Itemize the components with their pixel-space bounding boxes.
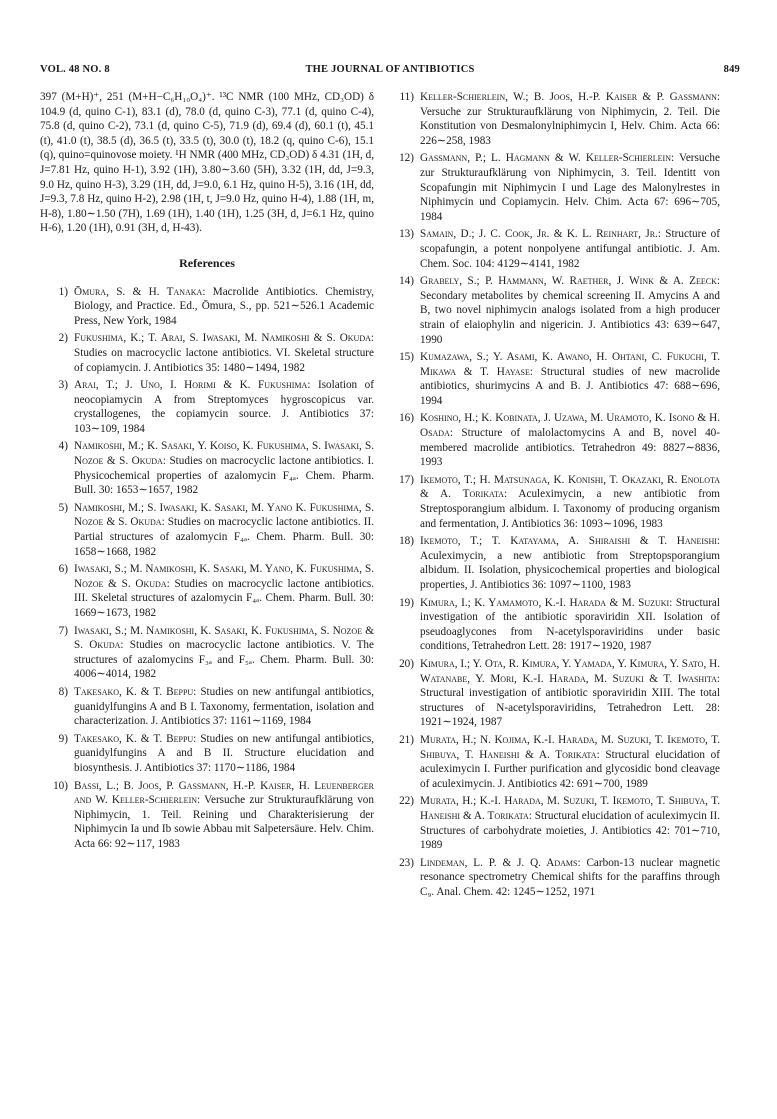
reference-authors: Grabely, S.; P. Hammann, W. Raether, J. Wink & A. Zeeck: <box>420 275 720 288</box>
reference-authors: Ikemoto, T.; H. Matsunaga, K. Konishi, T. Okazaki, R. Enolota & A. Torikata: <box>420 473 720 501</box>
reference-text: Versuche zur Strukturaufklärung von Niphimycin, 1. Teil. Reining und Charakterisierung der Niphimycin Ia und Ib sowie Abbau mit Salpetersäure. Helv. Chim. Acta 66: 92∼117, 1983 <box>74 794 374 850</box>
reference-text: Structural elucidation of aculeximycin I. Further purification and glycosidic bond cleavage of aculeximycin. J. Antibiotics 42: 691∼700, 1989 <box>420 748 720 790</box>
reference-item <box>40 378 374 436</box>
reference-text: Versuche zur Strukturaufklärung von Niphimycin, 2. Teil. Die Konstitution von Desmalonylniphimycin I, Helv. Chim. Acta 66: 226∼258, 1983 <box>420 105 720 147</box>
reference-authors: Bassi, L.; B. Joos, P. Gassmann, H.-P. Kaiser, H. Leuenberger and W. Keller-Schierlein: <box>74 779 374 807</box>
reference-item <box>40 501 374 559</box>
reference-number: 12) <box>399 152 414 165</box>
reference-text: Carbon-13 nuclear magnetic resonance spectrometry Chemical shifts for the paraffins through C₉. Anal. Chem. 42: 1245∼1252, 1971 <box>420 856 720 898</box>
left-column <box>40 90 374 855</box>
reference-number: 10) <box>53 779 68 792</box>
reference-number: 13) <box>399 228 414 241</box>
reference-authors: Keller-Schierlein, W.; B. Joos, H.-P. Kaiser & P. Gassmann: <box>420 91 720 103</box>
reference-authors: Gassmann, P.; L. Hagmann & W. Keller-Schierlein: <box>420 152 675 165</box>
reference-authors: Takesako, K. & T. Beppu: <box>74 732 197 745</box>
reference-number: 22) <box>399 795 414 808</box>
reference-authors: Fukushima, K.; T. Arai, S. Iwasaki, M. Namikoshi & S. Okuda: <box>74 332 374 345</box>
reference-text: Macrolide Antibiotics. Chemistry, Biology, and Practice. Ed., Ōmura, S., pp. 521∼526.1 Academic Press, New York, 1984 <box>74 285 374 327</box>
reference-authors: Lindeman, L. P. & J. Q. Adams: <box>420 856 581 869</box>
reference-number: 15) <box>399 351 414 364</box>
reference-number: 1) <box>58 285 68 298</box>
reference-item <box>386 350 720 408</box>
reference-number: 17) <box>399 473 414 486</box>
reference-item <box>40 779 374 852</box>
reference-text: Studies on macrocyclic lactone antibiotics. VI. Skeletal structure of copiamycin. J. Antibiotics 35: 1480∼1494, 1982 <box>74 346 374 374</box>
reference-item <box>386 227 720 271</box>
reference-authors: Ikemoto, T.; T. Katayama, A. Shiraishi & T. Haneishi: <box>420 535 720 548</box>
reference-number: 19) <box>399 596 414 609</box>
reference-item <box>386 794 720 852</box>
journal-title: THE JOURNAL OF ANTIBIOTICS <box>305 64 475 75</box>
reference-authors: Kumazawa, S.; Y. Asami, K. Awano, H. Ohtani, C. Fukuchi, T. Mikawa & T. Hayase: <box>420 351 720 378</box>
reference-number: 20) <box>399 657 414 670</box>
reference-authors: Kimura, I.; K. Yamamoto, K.-I. Harada & M. Suzuki: <box>420 596 673 609</box>
reference-text: Isolation of neocopiamycin A from Streptomyces hygroscopicus var. crystallogenes, the copiamycin source. J. Antibiotics 37: 103∼109, 1984 <box>74 379 374 435</box>
reference-authors: Namikoshi, M.; K. Sasaki, Y. Koiso, K. Fukushima, S. Iwasaki, S. Nozoe & S. Okuda: <box>74 440 374 468</box>
reference-item <box>386 733 720 791</box>
right-column <box>386 90 720 902</box>
reference-number: 9) <box>58 732 68 745</box>
references-heading: References <box>179 255 235 270</box>
reference-text: Aculeximycin, a new antibiotic from Streptosporangium albidum. I. Taxonomy of producing organism and fermentation, J. Antibiotics 36: 1093∼1096, 1983 <box>420 488 720 530</box>
reference-number: 7) <box>58 624 68 637</box>
reference-text: Studies on macrocyclic lactone antibiotics. I. Physicochemical properties of azalomycin F₄ₐ. Chem. Pharm. Bull. 30: 1653∼1657, 1982 <box>74 455 374 497</box>
reference-item <box>40 285 374 329</box>
reference-item <box>386 151 720 224</box>
reference-number: 11) <box>399 91 414 103</box>
reference-item <box>40 331 374 375</box>
reference-text: Structure of malolactomycins A and B, novel 40-membered macrolide antibiotics. Tetrahedron 49: 8827∼8836, 1993 <box>420 427 720 469</box>
nmr-data-paragraph: 397 (M+H)⁺, 251 (M+H−C₆H₁₀O₄)⁺. ¹³C NMR (100 MHz, CD₃OD) δ 104.9 (d, quino C-1), 83.1 (d), 78.0 (d, quino C-3), 77.1 (d, quino C-4), 75.8 (d, quino C-2), 73.1 (d, quino C-5), 71.9 (d), 69.4 (d), 60.1 (t), 45.1 (t), 41.0 (t), 38.5 (d), 36.5 (t), 33.5 (t), 30.0 (t), 18.2 (q, quino C-6), 15.1 (q), quino=quinovose moiety. ¹H NMR (400 MHz, CD₃OD) δ 4.31 (1H, d, J=7.81 Hz, quino H-1), 3.92 (1H), 3.80∼3.60 (5H), 3.32 (1H, dd, J=9.3, 9.0 Hz, quino H-3), 3.29 (1H, dd, J=9.0, 6.1 Hz, quino H-5), 3.16 (1H, dd, J=9.3, 7.8 Hz, quino H-2), 2.98 (1H, t, J=9.0 Hz, quino H-4), 1.88 (1H, m, H-8), 1.80∼1.50 (7H), 1.69 (1H), 1.40 (1H), 1.25 (3H, d, J=6.1 Hz, quino H-6), 1.20 (1H), 0.91 (3H, d, H-43). <box>40 91 374 235</box>
reference-text: Structural investigation of antibiotic sporaviridin XIII. The total structures of N-acetylsporaviridins, Tetrahedron Lett. 28: 1921∼1924, 1987 <box>420 687 720 729</box>
reference-item <box>386 90 720 148</box>
reference-list-right <box>386 90 720 899</box>
reference-text: Structural studies of new macrolide antibiotics, shurimycins A and B. J. Antibiotics 47: 688∼696, 1994 <box>420 365 720 407</box>
reference-number: 18) <box>399 535 414 548</box>
page-number: 849 <box>723 64 740 75</box>
reference-text: Studies on macrocyclic lactone antibiotics. V. The structures of azalomycins F₃ₐ and F₅ₐ. Chem. Pharm. Bull. 30: 4006∼4014, 1982 <box>74 639 374 681</box>
reference-text: Studies on new antifungal antibiotics, guanidylfungins A and B II. Structure elucidation and biosynthesis. J. Antibiotics 37: 1170∼1186, 1984 <box>74 732 374 774</box>
reference-number: 3) <box>58 379 68 392</box>
reference-item <box>40 685 374 729</box>
reference-text: Studies on macrocyclic lactone antibiotics. III. Skeletal structures of azalomycin F₄ₐ. Chem. Pharm. Bull. 30: 1669∼1673, 1982 <box>74 577 374 619</box>
reference-authors: Kimura, I.; Y. Ota, R. Kimura, Y. Yamada, Y. Kimura, Y. Sato, H. Watanabe, Y. Mori, K.-I. Harada, M. Suzuki & T. Iwashita: <box>420 657 720 685</box>
reference-list-left <box>40 285 374 852</box>
reference-text: Structural investigation of the antibiotic sporaviridin XII. Isolation of pseudoaglycones from N-acetylsporaviridins under basic conditions, Tetrahedron Lett. 28: 1917∼1920, 1987 <box>420 596 720 653</box>
volume-issue: VOL. 48 NO. 8 <box>40 64 110 75</box>
reference-authors: Samain, D.; J. C. Cook, Jr. & K. L. Reinhart, Jr.: <box>420 228 661 241</box>
reference-item <box>40 562 374 620</box>
reference-number: 16) <box>399 412 414 425</box>
reference-authors: Ōmura, S. & H. Tanaka: <box>74 285 206 298</box>
reference-item <box>386 411 720 469</box>
reference-number: 4) <box>58 440 68 453</box>
reference-item <box>386 657 720 730</box>
reference-authors: Namikoshi, M.; S. Iwasaki, K. Sasaki, M. Yano K. Fukushima, S. Nozoe & S. Okuda: <box>74 501 374 529</box>
reference-text: Studies on new antifungal antibiotics, guanidylfungins A and B I. Taxonomy, fermentation, isolation and characterization. J. Antibiotics 37: 1161∼1169, 1984 <box>74 685 374 728</box>
reference-text: Aculeximycin, a new antibiotic from Streptopsporangium albidum. II. Isolation, physicochemical properties and biological properties, J. Antibiotics 36: 1097∼1100, 1983 <box>420 549 720 591</box>
reference-item <box>40 624 374 682</box>
reference-text: Structure of scopafungin, a potent nonpolyene antifungal antibiotic. J. Am. Chem. Soc. 104: 4129∼4141, 1982 <box>420 228 720 270</box>
reference-authors: Iwasaki, S.; M. Namikoshi, K. Sasaki, K. Fukushima, S. Nozoe & S. Okuda: <box>74 624 374 652</box>
reference-number: 21) <box>399 733 414 746</box>
reference-number: 23) <box>399 856 414 869</box>
reference-number: 6) <box>58 563 68 576</box>
reference-item <box>386 274 720 347</box>
reference-item <box>386 856 720 900</box>
reference-authors: Takesako, K. & T. Beppu: <box>74 685 197 698</box>
reference-number: 2) <box>58 332 68 345</box>
reference-item <box>40 732 374 776</box>
reference-authors: Arai, T.; J. Uno, I. Horimi & K. Fukushima: <box>74 379 311 392</box>
reference-item <box>386 473 720 531</box>
reference-item <box>386 596 720 654</box>
reference-authors: Koshino, H.; K. Kobinata, J. Uzawa, M. Uramoto, K. Isono & H. Osada: <box>420 412 720 440</box>
reference-text: Studies on macrocyclic lactone antibiotics. II. Partial structures of azalomycin F₄ₐ. Chem. Pharm. Bull. 30: 1658∼1668, 1982 <box>74 516 374 558</box>
reference-number: 14) <box>399 275 414 288</box>
reference-number: 5) <box>58 501 68 514</box>
reference-number: 8) <box>58 685 68 698</box>
reference-authors: Murata, H.; K.-I. Harada, M. Suzuki, T. Ikemoto, T. Shibuya, T. Haneishi & A. Torikata: <box>420 795 720 822</box>
reference-item <box>386 534 720 592</box>
reference-text: Secondary metabolites by chemical screening II. Amycins A and B, two novel niphimycin analogs isolated from a high producer strain of elaiophylin and nigericin. J. Antibiotics 43: 639∼647, 1990 <box>420 289 720 346</box>
reference-authors: Murata, H.; N. Kojima, K.-I. Harada, M. Suzuki, T. Ikemoto, T. Shibuya, T. Haneishi & A. Torikata: <box>420 733 720 761</box>
reference-text: Versuche zur Strukturaufklärung von Niphimycin, 3. Teil. Identitt von Scopafungin mit Niphimycin I und Lage des Malonylrestes in Niphimycin und Copiamycin. Helv. Chim. Acta 67: 696∼705, 1984 <box>420 152 720 223</box>
reference-item <box>40 439 374 497</box>
reference-authors: Iwasaki, S.; M. Namikoshi, K. Sasaki, M. Yano, K. Fukushima, S. Nozoe & S. Okuda: <box>74 563 374 590</box>
reference-text: Structural elucidation of aculeximycin II. Structures of carbohydrate moieties, J. Antibiotics 42: 701∼710, 1989 <box>420 809 720 852</box>
running-header <box>40 64 740 80</box>
